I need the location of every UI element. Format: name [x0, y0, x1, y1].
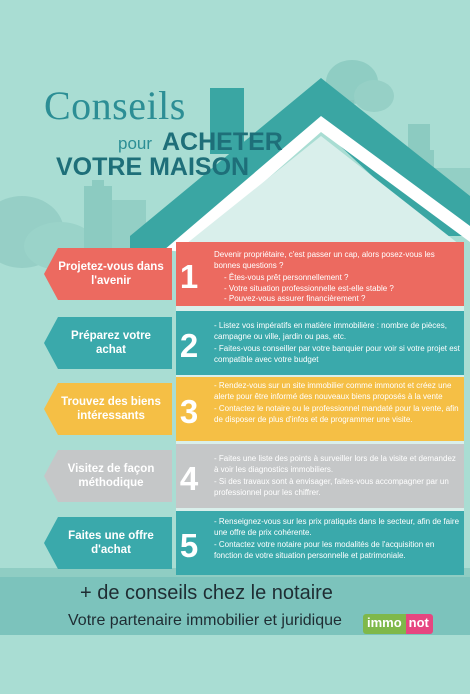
step-2-text: [214, 321, 460, 367]
step-4-line: - Faites une liste des points à surveiller lors de la visite et demandez à voir les diagnostics immobiliers.: [214, 454, 456, 474]
step-2-arrow: [44, 317, 172, 369]
step-5-number: 5: [179, 527, 199, 564]
step-3-arrow: [44, 383, 172, 435]
step-3-line: - Rendez-vous sur un site immobilier comme immonot et créez une alerte pour être informé des nouveaux biens proposés à la vente: [214, 381, 452, 401]
step-3-line: - Contactez le notaire ou le professionnel mandaté pour la vente, afin de disposer de plus d'infos et de programmer une visite.: [214, 404, 459, 424]
step-5-line: - Renseignez-vous sur les prix pratiqués dans le secteur, afin de faire une offre de prix cohérente.: [214, 517, 460, 537]
step-3-label: Trouvez des biens intéressants: [61, 396, 161, 422]
step-1-text: [214, 250, 460, 305]
step-5-arrow: [44, 517, 172, 569]
step-1-arrow: [44, 248, 172, 300]
step-1-line: - Votre situation professionnelle est-elle stable ?: [224, 283, 394, 293]
step-2-line: - Listez vos impératifs en matière immobilière : nombre de pièces, campagne ou ville, jardin ou pas, etc.: [214, 321, 447, 341]
step-2-number: 2: [179, 327, 199, 364]
step-5-label: Faites une offre d'achat: [68, 530, 154, 556]
footer-subtitle: Votre partenaire immobilier et juridique: [68, 612, 342, 629]
step-4-number: 4: [179, 460, 199, 497]
step-4-arrow: [44, 450, 172, 502]
logo-part-not: not: [406, 614, 433, 634]
title-conseils: Conseils: [44, 83, 186, 128]
step-5-text: [214, 517, 460, 563]
step-3-number: 3: [179, 393, 199, 430]
step-3-text: [214, 381, 460, 427]
step-1-line: - Êtes-vous prêt personnellement ?: [224, 273, 349, 282]
step-1-number: 1: [179, 258, 199, 295]
step-1-line: - Pouvez-vous assurer financièrement ?: [224, 294, 366, 303]
step-4-label: Visitez de façon méthodique: [67, 463, 155, 489]
title-votre-maison: VOTRE MAISON: [56, 153, 250, 181]
footer-tagline: + de conseils chez le notaire: [80, 582, 333, 604]
step-1-line: Devenir propriétaire, c'est passer un cap, alors posez-vous les bonnes questions ?: [214, 250, 435, 270]
step-4-text: [214, 454, 460, 500]
step-2-label: Préparez votre achat: [71, 330, 151, 356]
logo-part-immo: immo: [363, 614, 406, 634]
title-pour: pour: [118, 134, 153, 153]
title-acheter: ACHETER: [162, 128, 283, 156]
immonot-logo[interactable]: [363, 614, 433, 634]
step-4-line: - Si des travaux sont à envisager, faites-vous accompagner par un professionnel pour les chiffrer.: [214, 477, 449, 497]
step-1-label: Projetez-vous dans l'avenir: [58, 261, 164, 287]
step-2-line: - Faites-vous conseiller par votre banquier pour voir si votre projet est compatible avec votre budget: [214, 344, 460, 364]
step-5-line: - Contactez votre notaire pour les modalités de l'acquisition en fonction de votre situation personnelle et patrimoniale.: [214, 540, 435, 560]
